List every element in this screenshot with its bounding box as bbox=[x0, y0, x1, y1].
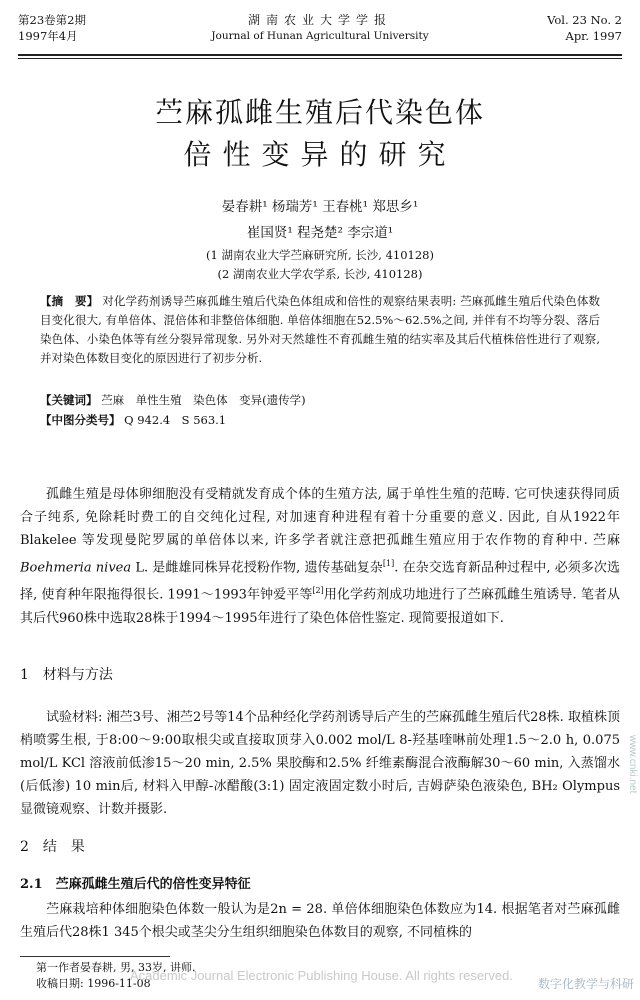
abstract bbox=[40, 292, 600, 368]
header-date: 1997年4月 bbox=[18, 29, 78, 43]
abstract-label: 【摘 要】 bbox=[40, 294, 99, 308]
intro-part-3: . 在杂交选育新品种过程中, 必须多次选择, 使育种年限拖得很长. 1991～1993年钟爱平等 bbox=[20, 560, 621, 603]
publisher-watermark: Academic Journal Electronic Publishing House. All rights reserved. bbox=[130, 968, 513, 983]
results-paragraph: 苎麻栽培种体细胞染色体数一般认为是2n = 28. 单倍体细胞染色体数应为14. 根据笔者对苎麻孤雌生殖后代28株1 345个根尖或茎尖分生组织细胞染色体数目的观察, 不同植株的 bbox=[20, 902, 620, 940]
header-volume-en: Vol. 23 No. 2 bbox=[547, 13, 622, 27]
footnote-author: 第一作者晏春耕, 男, 33岁, 讲师. bbox=[36, 961, 196, 974]
journal-name-en: Journal of Hunan Agricultural University bbox=[211, 30, 429, 42]
section-2-heading: 2 结 果 bbox=[20, 839, 85, 855]
journal-name-zh: 湖南农业大学学报 bbox=[247, 13, 392, 27]
intro-part-4: 用化学药剂成功地进行了苎麻孤雌生殖诱导. 笔者从其后代960株中选取28株于1994～1995年进行了染色体倍性鉴定. 现简要报道如下. bbox=[20, 587, 621, 626]
author-list bbox=[0, 194, 640, 246]
intro-part-2: L. 是雌雄同株异花授粉作物, 遗传基础复杂 bbox=[131, 560, 383, 576]
header-volume: 第23卷第2期 bbox=[18, 13, 86, 27]
clc-text: Q 942.4 S 563.1 bbox=[124, 413, 227, 427]
header-date-en: Apr. 1997 bbox=[565, 29, 622, 43]
intro-part-1: 孤雌生殖是母体卵细胞没有受精就发育成个体的生殖方法, 属于单性生殖的范畴. 它可快速获得同质合子纯系, 免除耗时费工的自交纯化过程, 对加速育种进程有着十分重要的意义. 因此, 自从1922年 Blakelee 等发现曼陀罗属的单倍体以来, 许多学者就注意把孤雌生殖应用于农作物的育种中. 苎麻 bbox=[20, 487, 620, 548]
keywords-row bbox=[40, 390, 600, 410]
title-line-1: 苎麻孤雌生殖后代染色体 bbox=[154, 96, 485, 129]
intro-species-name: Boehmeria nivea bbox=[20, 560, 132, 576]
keywords-label: 【关键词】 bbox=[40, 393, 98, 407]
footnote-received-date: 收稿日期: 1996-11-08 bbox=[36, 977, 151, 990]
abstract-text: 对化学药剂诱导苎麻孤雌生殖后代染色体组成和倍性的观察结果表明: 苎麻孤雌生殖后代染色体数目变化很大, 有单倍体、混倍体和非整倍体细胞. 单倍体细胞在52.5%～62.5%之间, 并伴有不均等分裂、落后染色体、小染色体等有丝分裂异常现象. 另外对天然雄性不育孤雌生殖的结实率及其后代植株倍性进行了观察, 并对染色体数目变化的原因进行了初步分析. bbox=[40, 294, 601, 365]
title-line-2: 倍性变异的研究 bbox=[183, 138, 457, 171]
affiliation-1: (1 湖南农业大学苎麻研究所, 长沙, 410128) bbox=[206, 248, 434, 262]
clc-label: 【中图分类号】 bbox=[40, 413, 121, 427]
section-2-1-heading: 2.1 苎麻孤雌生殖后代的倍性变异特征 bbox=[20, 877, 251, 892]
section-1-heading: 1 材料与方法 bbox=[20, 667, 113, 683]
paper-title bbox=[0, 92, 640, 176]
journal-header bbox=[18, 8, 622, 52]
affiliation-list bbox=[0, 246, 640, 284]
side-watermark: www.cnki.net bbox=[627, 735, 638, 794]
clc-row bbox=[40, 410, 600, 430]
intro-ref-2: [2] bbox=[312, 586, 324, 596]
header-rule bbox=[18, 54, 622, 59]
corner-watermark: 数字化教学与科研 bbox=[537, 977, 634, 991]
intro-ref-1: [1] bbox=[382, 559, 395, 568]
affiliation-2: (2 湖南农业大学农学系, 长沙, 410128) bbox=[217, 267, 423, 281]
methods-paragraph: 试验材料: 湘苎3号、湘苎2号等14个品种经化学药剂诱导后产生的苎麻孤雌生殖后代28株. 取植株顶梢喷雾生根, 于8:00～9:00取根尖或直接取顶芽入0.002 mol/L 8-羟基喹啉前处理1.5～2.0 h, 0.075 mol/L KCl 溶液前低渗15～20 min, 2.5% 果胶酶和2.5% 纤维素酶混合液酶解30～60 min, 入蒸馏水(后低渗) 10 min后, 材料入甲醇-冰醋酸(3:1) 固定液固定数小时后, 吉姆萨染色液染色, BH₂ Olympus 显微镜观察、计数并摄影. bbox=[20, 710, 620, 817]
header-volume-info-en bbox=[547, 12, 622, 44]
intro-paragraph bbox=[20, 483, 620, 630]
keywords-text: 苎麻 单性生殖 染色体 变异(遗传学) bbox=[101, 393, 306, 407]
header-journal-name bbox=[18, 12, 622, 44]
keywords-block bbox=[40, 390, 600, 430]
footnote-rule bbox=[20, 956, 170, 957]
authors-line-2: 崔国贤¹ 程尧楚² 李宗道¹ bbox=[246, 225, 394, 241]
authors-line-1: 晏春耕¹ 杨瑞芳¹ 王春桃¹ 郑思乡¹ bbox=[221, 199, 419, 215]
